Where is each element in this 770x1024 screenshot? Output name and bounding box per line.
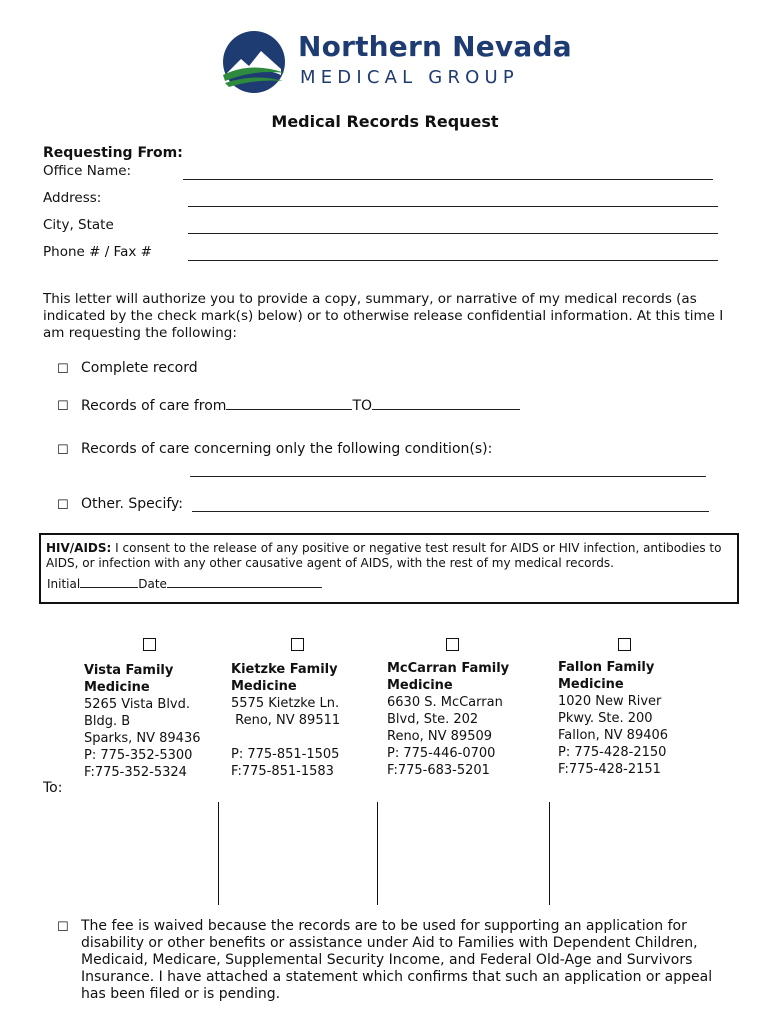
location-fallon [558, 659, 708, 777]
office-name-label: Office Name: [43, 163, 132, 179]
office-name-field[interactable] [183, 179, 713, 180]
date-field[interactable] [167, 575, 322, 588]
location-line: F:775-683-5201 [387, 763, 490, 778]
column-divider [218, 802, 219, 905]
hiv-label: HIV/AIDS: [46, 541, 112, 555]
location-vista [84, 662, 224, 780]
column-divider [377, 802, 378, 905]
location-line: Reno, NV 89509 [387, 729, 493, 744]
hiv-initial-row [47, 575, 737, 591]
location-mccarran [387, 660, 537, 778]
location-name: Fallon Family Medicine [558, 660, 655, 692]
complete-record-checkbox[interactable]: ☐ [57, 362, 69, 377]
location-line [231, 729, 371, 746]
location-line: F:775-352-5324 [84, 765, 187, 780]
column-divider [549, 802, 550, 905]
location-line: Reno, NV 89511 [231, 713, 341, 728]
condition-field[interactable] [190, 476, 706, 477]
logo-subtitle: MEDICAL GROUP [300, 67, 519, 88]
location-line: P: 775-428-2150 [558, 745, 667, 760]
authorization-paragraph: This letter will authorize you to provide a copy, summary, or narrative of my medical records (as indicated by the check mark(s) below) or to otherwise release confidential information. At this time I am requesting the following: [43, 291, 724, 341]
location-line: Sparks, NV 89436 [84, 731, 201, 746]
care-from-date-field[interactable] [226, 397, 352, 410]
city-state-label: City, State [43, 217, 114, 233]
records-care-to-label: TO [352, 398, 373, 414]
hiv-consent-text [46, 541, 731, 571]
mccarran-checkbox[interactable] [446, 638, 459, 651]
initial-field[interactable] [80, 575, 138, 588]
fee-waiver-text: The fee is waived because the records are to be used for supporting an application for disability or other benefits or assistance under Aid to Families with Dependent Children, Medicaid, Medicare, Supplemental Security Income, and Federal Old-Age and Survivors Insurance. I have attached a statement which confirms that such an application or appeal has been filed or is pending. [81, 918, 713, 1002]
condition-checkbox[interactable]: ☐ [57, 443, 69, 458]
location-line: 5265 Vista Blvd. [84, 697, 191, 712]
location-line: F:775-428-2151 [558, 762, 661, 777]
other-specify-label: Other. Specify: [81, 496, 184, 512]
records-care-from-label: Records of care from [81, 398, 227, 414]
logo-title: Northern Nevada [298, 30, 572, 63]
location-line: 6630 S. McCarran [387, 695, 503, 710]
date-label: Date [138, 577, 167, 591]
fee-waived-checkbox[interactable]: ☐ [57, 920, 69, 935]
location-line: Pkwy. Ste. 200 [558, 711, 653, 726]
location-line: Blvd, Ste. 202 [387, 712, 479, 727]
page-title: Medical Records Request [271, 112, 499, 131]
condition-label: Records of care concerning only the following condition(s): [81, 441, 493, 457]
location-line: 5575 Kietzke Ln. [231, 696, 340, 711]
location-name: Kietzke Family Medicine [231, 662, 338, 694]
requesting-from-heading: Requesting From: [43, 145, 183, 161]
location-line: Bldg. B [84, 714, 131, 729]
other-checkbox[interactable]: ☐ [57, 498, 69, 513]
hiv-body: I consent to the release of any positive or negative test result for AIDS or HIV infection, antibodies to AIDS, or infection with any other causative agent of AIDS, with the rest of my medical records. [46, 541, 722, 570]
location-kietzke [231, 661, 371, 779]
phone-fax-field[interactable] [188, 260, 718, 261]
fallon-checkbox[interactable] [618, 638, 631, 651]
other-specify-field[interactable] [192, 511, 709, 512]
records-of-care-checkbox[interactable]: ☐ [57, 399, 69, 414]
vista-checkbox[interactable] [143, 638, 156, 651]
location-line: F:775-851-1583 [231, 764, 334, 779]
location-name: Vista Family Medicine [84, 663, 174, 695]
initial-label: Initial [47, 577, 81, 591]
complete-record-label: Complete record [81, 360, 198, 376]
location-line: Fallon, NV 89406 [558, 728, 669, 743]
city-state-field[interactable] [188, 233, 718, 234]
hiv-consent-box [39, 533, 739, 604]
address-label: Address: [43, 190, 102, 206]
location-line: P: 775-851-1505 [231, 747, 340, 762]
location-line: 1020 New River [558, 694, 662, 709]
mountain-logo-icon [221, 29, 287, 95]
location-name: McCarran Family Medicine [387, 661, 510, 693]
location-line: P: 775-446-0700 [387, 746, 496, 761]
phone-fax-label: Phone # / Fax # [43, 244, 152, 260]
to-label: To: [43, 780, 63, 796]
address-field[interactable] [188, 206, 718, 207]
records-of-care-row [81, 397, 520, 414]
care-to-date-field[interactable] [372, 397, 520, 410]
location-line: P: 775-352-5300 [84, 748, 193, 763]
kietzke-checkbox[interactable] [291, 638, 304, 651]
